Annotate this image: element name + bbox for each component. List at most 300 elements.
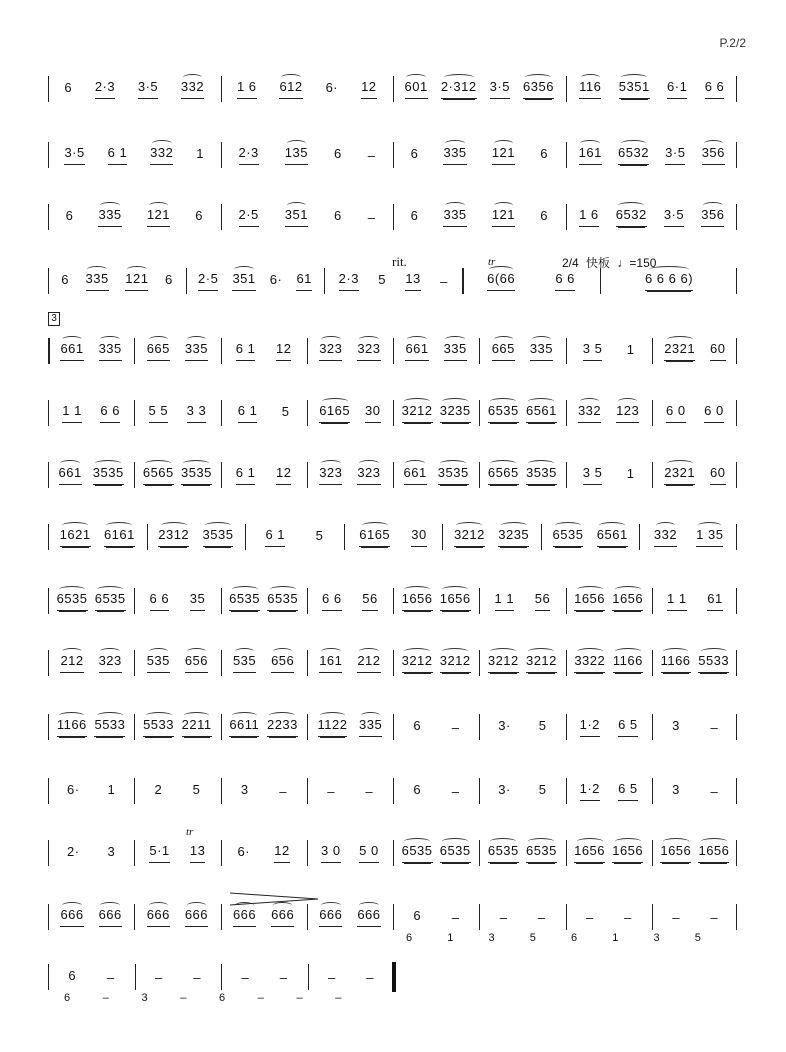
- sustain-dash: –: [585, 909, 594, 925]
- barline: [221, 904, 222, 930]
- bass-note: 1: [447, 932, 454, 944]
- barline: [479, 588, 480, 614]
- measure: [641, 522, 736, 552]
- barline: [479, 400, 480, 426]
- measure: [395, 74, 564, 104]
- note-group: 1166: [57, 717, 87, 737]
- note-group: 135: [285, 145, 308, 165]
- bpm-label: =150: [629, 256, 657, 270]
- note-group: 2·3: [95, 79, 115, 99]
- barline: [566, 904, 567, 930]
- bass-line-row-14: [400, 932, 730, 948]
- note-group: 121: [492, 145, 515, 165]
- note-group: 2·: [66, 843, 80, 859]
- staff-row: [48, 74, 738, 104]
- measure: [310, 962, 393, 992]
- measure: [50, 522, 145, 552]
- barline: [308, 964, 309, 990]
- barline: [134, 650, 135, 676]
- tempo-marking: [562, 254, 656, 271]
- note-group: 1 35: [696, 527, 723, 547]
- barline: [221, 338, 222, 364]
- measure: [136, 586, 218, 616]
- measure: [136, 838, 218, 868]
- note-group: 121: [492, 207, 515, 227]
- note-group: 332: [181, 79, 204, 99]
- measure: [568, 74, 737, 104]
- barline: [652, 904, 653, 930]
- note-group: 6: [413, 717, 422, 733]
- measure: [50, 962, 133, 992]
- note-group: 3535: [438, 465, 469, 485]
- barline: [48, 142, 49, 168]
- measure: [395, 902, 477, 932]
- measure: [654, 838, 736, 868]
- barline: [736, 588, 737, 614]
- note-group: 2233: [267, 717, 298, 737]
- measure: [136, 460, 218, 490]
- bass-note: –: [257, 992, 264, 1004]
- measure: [568, 586, 650, 616]
- bass-note: –: [180, 992, 187, 1004]
- barline: [566, 588, 567, 614]
- note-group: 123: [616, 403, 639, 423]
- barline: [48, 840, 49, 866]
- note-group: 3·: [498, 717, 511, 733]
- measure: [654, 336, 736, 366]
- barline: [393, 76, 394, 102]
- measure: [309, 586, 391, 616]
- note-group: 12: [276, 465, 291, 485]
- note-group: 5: [378, 271, 386, 287]
- staff-row: [48, 648, 738, 678]
- note-group: 212: [60, 653, 83, 673]
- ritardando-mark: rit.: [392, 254, 407, 269]
- barline: [48, 76, 49, 102]
- measure: [136, 712, 218, 742]
- note-group: 5533: [698, 653, 729, 673]
- measure: [395, 202, 564, 232]
- measure: [50, 74, 219, 104]
- measure: [543, 522, 638, 552]
- barline: [479, 778, 480, 804]
- barline: [566, 142, 567, 168]
- note-group: 1166: [661, 653, 691, 673]
- note-group: 3: [107, 843, 116, 859]
- note-group: 56: [535, 591, 550, 611]
- note-group: 351: [232, 271, 255, 291]
- note-group: 3·5: [64, 145, 84, 165]
- staff-row: [48, 712, 738, 742]
- note-group: 661: [59, 465, 82, 485]
- note-group: 6 6 6 6): [645, 271, 693, 291]
- note-group: 1122: [318, 717, 348, 737]
- note-group: 6: [165, 271, 173, 287]
- bass-line-row-15: [58, 992, 368, 1008]
- measure: [50, 712, 132, 742]
- barline: [566, 76, 567, 102]
- measure: [395, 648, 477, 678]
- measure: [481, 336, 563, 366]
- note-group: 1656: [574, 843, 605, 863]
- sustain-dash: –: [710, 783, 718, 799]
- note-group: 666: [357, 907, 380, 927]
- barline: [307, 588, 308, 614]
- note-group: 332: [578, 403, 601, 423]
- sustain-dash: –: [710, 719, 718, 735]
- note-group: 6 1: [236, 341, 256, 361]
- note-group: 6165: [319, 403, 350, 423]
- measure: [568, 460, 650, 490]
- note-group: 1656: [440, 591, 471, 611]
- note-group: 3212: [454, 527, 485, 547]
- note-group: 6 1: [265, 527, 285, 547]
- measure: [395, 140, 564, 170]
- sustain-dash: –: [193, 969, 201, 985]
- note-group: 5: [538, 717, 547, 733]
- note-group: 356: [702, 145, 725, 165]
- note-group: 61: [707, 591, 722, 611]
- barline: [48, 964, 49, 990]
- barline: [652, 400, 653, 426]
- note-group: 661: [405, 341, 428, 361]
- barline: [652, 650, 653, 676]
- note-group: 335: [86, 271, 109, 291]
- barline: [652, 840, 653, 866]
- barline: [566, 462, 567, 488]
- note-group: 665: [492, 341, 515, 361]
- barline: [134, 338, 135, 364]
- measure: [309, 776, 391, 806]
- note-group: 351: [285, 207, 308, 227]
- measure: [395, 838, 477, 868]
- measure: [50, 586, 132, 616]
- note-group: 2321: [664, 341, 695, 361]
- note-group: 6 6: [100, 403, 120, 423]
- note-group: 6535: [526, 843, 557, 863]
- note-group: 5533: [94, 717, 125, 737]
- note-group: 3·5: [665, 145, 685, 165]
- note-group: 2: [154, 781, 163, 797]
- note-group: 335: [185, 341, 208, 361]
- note-group: 6535: [267, 591, 298, 611]
- note-group: 3: [672, 717, 680, 733]
- quarter-note-icon: ♩: [617, 256, 630, 270]
- barline: [48, 524, 49, 550]
- bass-note: 6: [571, 932, 578, 944]
- barline: [307, 714, 308, 740]
- note-group: 1656: [660, 843, 691, 863]
- barline: [393, 778, 394, 804]
- measure: [50, 398, 132, 428]
- note-group: 13: [405, 271, 420, 291]
- barline: [393, 650, 394, 676]
- note-group: 2·312: [441, 79, 477, 99]
- note-group: 6: [334, 207, 342, 223]
- measure: [309, 838, 391, 868]
- barline: [479, 338, 480, 364]
- note-group: 6561: [526, 403, 557, 423]
- note-group: 1: [626, 465, 635, 481]
- note-group: 13: [190, 843, 205, 863]
- barline: [736, 840, 737, 866]
- measure: [481, 648, 563, 678]
- barline: [566, 650, 567, 676]
- note-group: 30: [365, 403, 380, 423]
- sustain-dash: –: [537, 909, 546, 925]
- measure: [568, 648, 650, 678]
- measure: [654, 712, 736, 742]
- note-group: 12: [361, 79, 376, 99]
- note-group: 2·3: [339, 271, 359, 291]
- bass-note: 6: [219, 992, 226, 1004]
- barline: [652, 588, 653, 614]
- barline: [393, 840, 394, 866]
- barline: [566, 778, 567, 804]
- sustain-dash: –: [155, 969, 163, 985]
- note-group: 3 5: [583, 341, 603, 361]
- barline: [652, 778, 653, 804]
- measure: [481, 838, 563, 868]
- measure: [50, 460, 132, 490]
- note-group: 665: [147, 341, 170, 361]
- measure: [395, 712, 477, 742]
- staff-row: [48, 776, 738, 806]
- staff-row: [48, 838, 738, 868]
- sustain-dash: –: [451, 909, 459, 925]
- barline: [48, 714, 49, 740]
- barline: [600, 268, 601, 294]
- note-group: 161: [319, 653, 342, 673]
- note-group: 6: [540, 207, 548, 223]
- speed-label: 快板: [586, 256, 611, 270]
- barline: [393, 588, 394, 614]
- sustain-dash: –: [327, 783, 335, 799]
- note-group: 1: [196, 145, 205, 161]
- note-group: 5: [192, 781, 201, 797]
- note-group: 3535: [93, 465, 124, 485]
- barline: [221, 650, 222, 676]
- barline: [652, 714, 653, 740]
- staff-row: [48, 460, 738, 490]
- note-group: 666: [319, 907, 342, 927]
- sustain-dash: –: [624, 909, 632, 925]
- barline: [442, 524, 443, 550]
- note-group: 666: [99, 907, 122, 927]
- measure: [395, 398, 477, 428]
- note-group: 656: [185, 653, 208, 673]
- note-group: 3·: [498, 781, 511, 797]
- note-group: 3535: [526, 465, 557, 485]
- barline: [48, 204, 49, 230]
- barline: [186, 268, 187, 294]
- note-group: 6: [64, 79, 73, 95]
- measure: [568, 336, 650, 366]
- sustain-dash: –: [440, 273, 448, 289]
- barline: [393, 904, 394, 930]
- sustain-dash: –: [366, 969, 374, 985]
- note-group: 6 6: [150, 591, 170, 611]
- bass-note: 5: [529, 932, 536, 944]
- barline: [541, 524, 542, 550]
- trill-mark-2: tr: [186, 826, 194, 838]
- barline: [736, 650, 737, 676]
- note-group: 2·5: [239, 207, 259, 227]
- note-group: 6: [334, 145, 342, 161]
- staff-row: [48, 902, 738, 932]
- barline: [307, 650, 308, 676]
- barline: [736, 904, 737, 930]
- barline: [566, 400, 567, 426]
- barline: [736, 400, 737, 426]
- note-group: 612: [279, 79, 302, 99]
- note-group: 3 0: [321, 843, 341, 863]
- measure: [346, 522, 441, 552]
- decrescendo-hairpin: [230, 892, 320, 906]
- measure: [654, 398, 736, 428]
- note-group: 6: [540, 145, 548, 161]
- note-group: 121: [125, 271, 148, 291]
- note-group: 601: [405, 79, 428, 99]
- staff-row: [48, 336, 738, 366]
- note-group: 5: [538, 781, 547, 797]
- barline: [736, 76, 737, 102]
- measure: [481, 776, 563, 806]
- barline: [307, 778, 308, 804]
- note-group: 661: [404, 465, 427, 485]
- measure: [50, 902, 132, 932]
- barline: [736, 268, 737, 294]
- note-group: 3: [240, 781, 249, 797]
- note-group: 3·5: [138, 79, 158, 99]
- note-group: 6: [68, 967, 77, 983]
- note-group: 6 0: [704, 403, 724, 423]
- measure: [481, 398, 563, 428]
- note-group: 1·2: [580, 717, 600, 737]
- note-group: 6: [413, 781, 422, 797]
- note-group: 323: [357, 465, 380, 485]
- barline: [48, 462, 49, 488]
- note-group: 3·5: [664, 207, 684, 227]
- note-group: 332: [150, 145, 173, 165]
- final-barline: [392, 962, 396, 992]
- measure: [136, 398, 218, 428]
- note-group: 6535: [229, 591, 260, 611]
- barline: [393, 142, 394, 168]
- measure: [223, 398, 305, 428]
- note-group: 3212: [488, 653, 519, 673]
- measure: [50, 336, 132, 366]
- note-group: 5533: [143, 717, 174, 737]
- sustain-dash: –: [451, 783, 459, 799]
- measure: [309, 648, 391, 678]
- measure: [309, 712, 391, 742]
- note-group: 6: [413, 907, 422, 923]
- measure: [50, 648, 132, 678]
- measure: [50, 140, 219, 170]
- measure: [395, 460, 477, 490]
- sustain-dash: –: [365, 783, 373, 799]
- measure: [136, 648, 218, 678]
- note-group: 1656: [698, 843, 729, 863]
- measure: [50, 776, 132, 806]
- note-group: 6535: [440, 843, 471, 863]
- note-group: 1 1: [495, 591, 515, 611]
- sustain-dash: –: [451, 719, 459, 735]
- measure: [568, 398, 650, 428]
- note-group: 6 1: [238, 403, 258, 423]
- note-group: 1656: [574, 591, 605, 611]
- barline: [245, 524, 246, 550]
- note-group: 6 5: [618, 781, 638, 801]
- measure: [654, 648, 736, 678]
- barline: [736, 338, 737, 364]
- note-group: 5·1: [149, 843, 169, 863]
- note-group: 1: [107, 781, 116, 797]
- note-group: 60: [710, 341, 725, 361]
- measure: [654, 460, 736, 490]
- note-group: 1 6: [579, 207, 599, 227]
- barline: [221, 964, 222, 990]
- barline: [221, 204, 222, 230]
- barline: [393, 714, 394, 740]
- note-group: 3·5: [490, 79, 510, 99]
- measure: [326, 266, 460, 296]
- note-group: 212: [357, 653, 380, 673]
- sustain-dash: –: [367, 209, 375, 225]
- barline: [736, 524, 737, 550]
- note-group: 5 5: [149, 403, 169, 423]
- measure: [568, 776, 650, 806]
- measure: [309, 460, 391, 490]
- note-group: 116: [579, 79, 601, 99]
- bass-note: 1: [612, 932, 619, 944]
- sustain-dash: –: [279, 783, 287, 799]
- barline: [479, 714, 480, 740]
- sustain-dash: –: [279, 969, 287, 985]
- note-group: 6·: [325, 79, 339, 95]
- barline: [48, 400, 49, 426]
- note-group: 6565: [488, 465, 519, 485]
- note-group: 6532: [618, 145, 649, 165]
- barline: [307, 462, 308, 488]
- barline: [307, 840, 308, 866]
- barline: [134, 462, 135, 488]
- note-group: 6535: [488, 843, 519, 863]
- note-group: 335: [359, 717, 382, 737]
- note-group: 5: [281, 403, 290, 419]
- measure: [223, 648, 305, 678]
- note-group: 56: [362, 591, 377, 611]
- measure: [223, 712, 305, 742]
- measure: [654, 776, 736, 806]
- barline: [307, 904, 308, 930]
- note-group: 5351: [619, 79, 650, 99]
- measure: [568, 202, 737, 232]
- barline: [134, 400, 135, 426]
- note-group: 1·2: [580, 781, 600, 801]
- barline: [652, 462, 653, 488]
- note-group: 1621: [60, 527, 91, 547]
- barline: [344, 524, 345, 550]
- note-group: 666: [185, 907, 208, 927]
- note-group: 666: [60, 907, 83, 927]
- barline: [639, 524, 640, 550]
- note-group: 3322: [574, 653, 605, 673]
- note-group: 6356: [523, 79, 554, 99]
- staff-row: [48, 586, 738, 616]
- measure: [395, 586, 477, 616]
